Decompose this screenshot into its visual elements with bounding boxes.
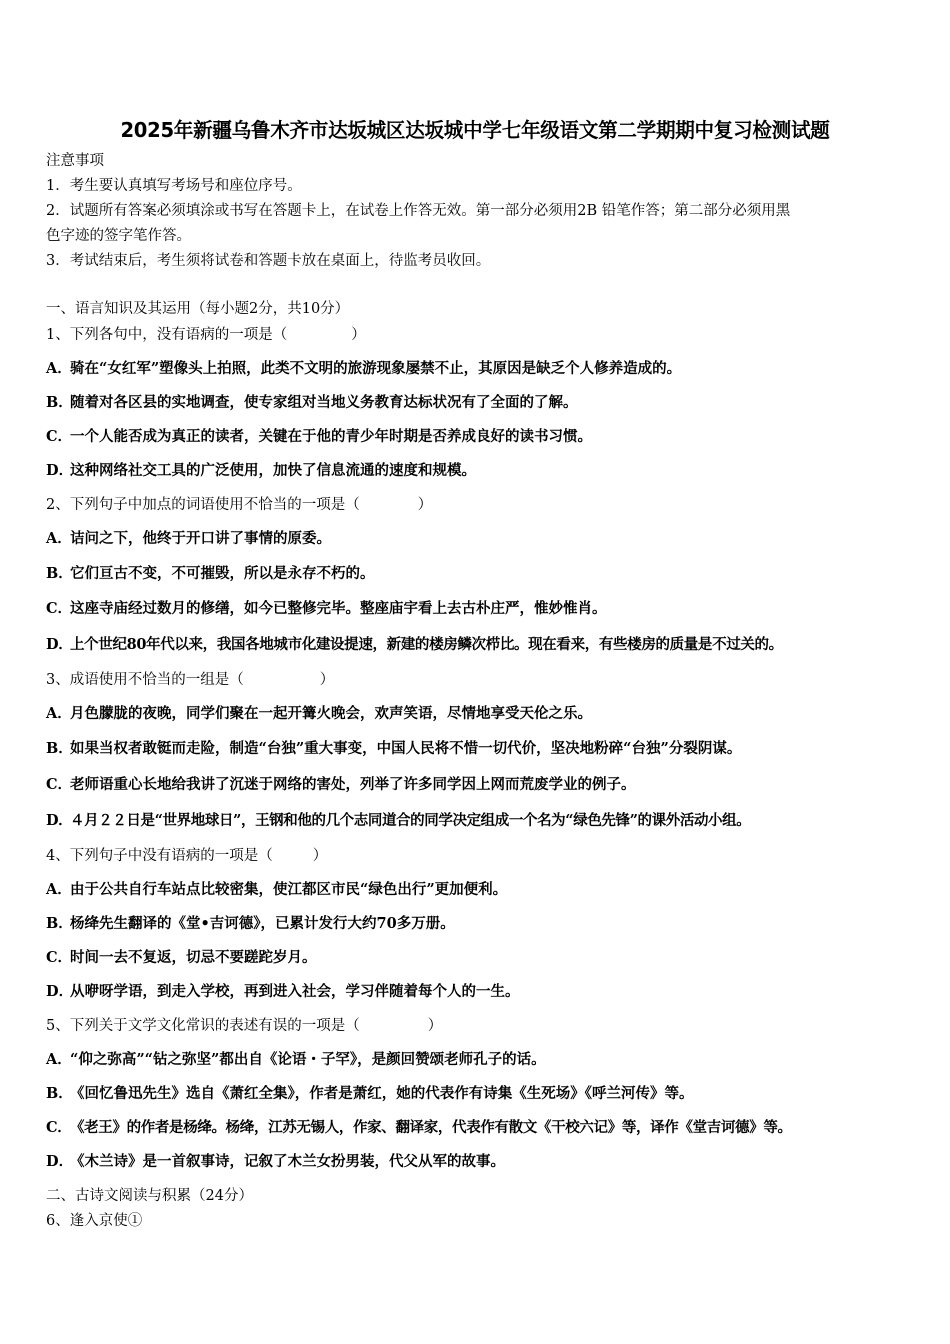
notice-item: 1．考生要认真填写考场号和座位序号。: [46, 178, 302, 194]
option-a: A．骑在“女红军”塑像头上拍照，此类不文明的旅游现象屡禁不止，其原因是缺乏个人修养造成的。: [46, 360, 682, 377]
question-stem: 1、下列各句中，没有语病的一项是（ ）: [46, 327, 366, 343]
notice-item: 2．试题所有答案必须填涂或书写在答题卡上，在试卷上作答无效。第一部分必须用2B 铅笔作答；第二部分必须用黑: [46, 203, 791, 219]
option-b: B．杨绛先生翻译的《堂•吉诃德》，已累计发行大约70多万册。: [46, 915, 455, 932]
option-c: C．这座寺庙经过数月的修缮，如今已整修完毕。整座庙宇看上去古朴庄严，惟妙惟肖。: [46, 600, 607, 617]
notice-item: 3．考试结束后，考生须将试卷和答题卡放在桌面上，待监考员收回。: [46, 253, 491, 269]
option-c: C．老师语重心长地给我讲了沉迷于网络的害处，列举了许多同学因上网而荒废学业的例子。: [46, 776, 636, 793]
option-a: A．月色朦胧的夜晚，同学们聚在一起开篝火晚会，欢声笑语，尽情地享受天伦之乐。: [46, 705, 592, 722]
page-title: 2025年新疆乌鲁木齐市达坂城区达坂城中学七年级语文第二学期期中复习检测试题: [120, 118, 830, 142]
question-stem: 4、下列句子中没有语病的一项是（ ）: [46, 848, 328, 864]
option-b: B．《回忆鲁迅先生》选自《萧红全集》，作者是萧红，她的代表作有诗集《生死场》《呼兰河传》等。: [46, 1085, 694, 1102]
option-c: C．一个人能否成为真正的读者，关键在于他的青少年时期是否养成良好的读书习惯。: [46, 428, 592, 445]
option-b: B．它们亘古不变，不可摧毁，所以是永存不朽的。: [46, 565, 375, 582]
option-a: A．由于公共自行车站点比较密集，使江都区市民“绿色出行”更加便利。: [46, 881, 508, 898]
option-a: A．诘问之下，他终于开口讲了事情的原委。: [46, 530, 331, 547]
option-d: D．这种网络社交工具的广泛使用，加快了信息流通的速度和规模。: [46, 462, 476, 479]
section1-heading: 一、语言知识及其运用（每小题2分，共10分）: [46, 301, 350, 317]
option-a: A．“仰之弥高”“钻之弥坚”都出自《论语・子罕》，是颜回赞颂老师孔子的话。: [46, 1051, 546, 1068]
option-d: D．４月２２日是“世界地球日”，王钢和他的几个志同道合的同学决定组成一个名为“绿色先锋”的课外活动小组。: [46, 812, 751, 829]
question-stem: 2、下列句子中加点的词语使用不恰当的一项是（ ）: [46, 497, 433, 513]
option-c: C．《老王》的作者是杨绛。杨绛，江苏无锡人，作家、翻译家，代表作有散文《干校六记》等，译作《堂吉诃德》等。: [46, 1119, 792, 1136]
question-6-title: 6、逢入京使①: [46, 1213, 143, 1229]
notice-heading: 注意事项: [46, 153, 104, 169]
option-d: D．上个世纪80年代以来，我国各地城市化建设提速，新建的楼房鳞次栉比。现在看来，有些楼房的质量是不过关的。: [46, 636, 783, 653]
question-stem: 3、成语使用不恰当的一组是（ ）: [46, 672, 335, 688]
section2-heading: 二、古诗文阅读与积累（24分）: [46, 1188, 253, 1204]
option-b: B．随着对各区县的实地调查，使专家组对当地义务教育达标状况有了全面的了解。: [46, 394, 578, 411]
option-d: D．从咿呀学语，到走入学校，再到进入社会，学习伴随着每个人的一生。: [46, 983, 520, 1000]
option-d: D．《木兰诗》是一首叙事诗，记叙了木兰女扮男装，代父从军的故事。: [46, 1153, 505, 1170]
option-c: C．时间一去不复返，切忌不要蹉跎岁月。: [46, 949, 317, 966]
option-b: B．如果当权者敢铤而走险，制造“台独”重大事变，中国人民将不惜一切代价，坚决地粉碎“台独”分裂阴谋。: [46, 740, 742, 757]
question-stem: 5、下列关于文学文化常识的表述有误的一项是（ ）: [46, 1018, 443, 1034]
notice-item: 色字迹的签字笔作答。: [46, 228, 191, 244]
